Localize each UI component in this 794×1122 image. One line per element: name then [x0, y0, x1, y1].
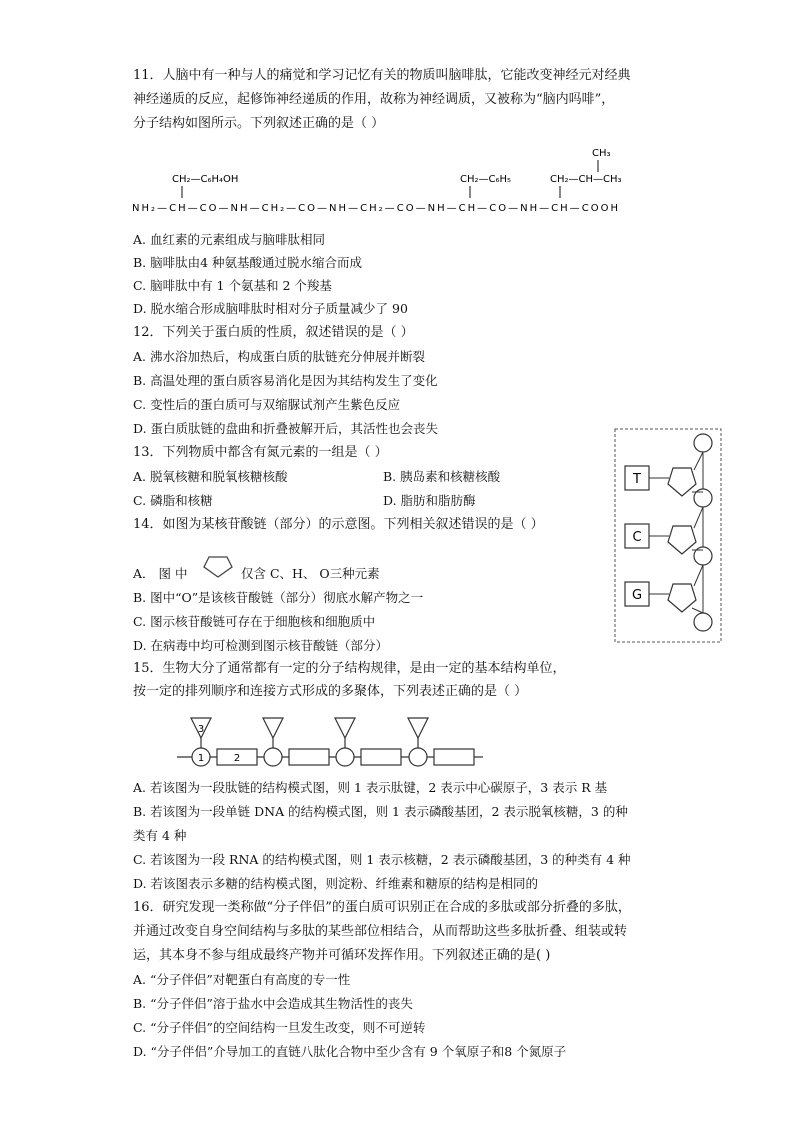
polymer-model-figure	[175, 712, 490, 774]
formula-ch3: CH₃	[592, 148, 611, 159]
q13-stem: 13．下列物质中都含有氮元素的一组是（ ）	[133, 445, 388, 460]
q13-option-b: B. 胰岛素和核糖核酸	[383, 469, 501, 484]
q13-option-d: D. 脂肪和脂肪酶	[383, 493, 476, 508]
pentagon-sugar-icon	[200, 555, 236, 581]
q15-option-a: A. 若该图为一段肽链的结构模式图，则 1 表示肽键，2 表示中心碳原子，3 表示 R 基	[133, 780, 608, 795]
q14-option-a-prefix: A． 图 中	[133, 566, 188, 581]
q16-stem-line3: 运，其本身不参与组成最终产物并可循环发挥作用。下列叙述正确的是( )	[133, 948, 551, 963]
q14-option-b: B. 图中“O”是该核苷酸链（部分）彻底水解产物之一	[133, 590, 424, 605]
q16-stem-line2: 并通过改变自身空间结构与多肽的某些部位相结合，从而帮助这些多肽折叠、组装或转	[133, 924, 628, 939]
label-3: 3	[197, 724, 205, 735]
q14-option-c: C. 图示核苷酸链可存在于细胞核和细胞质中	[133, 614, 376, 629]
q15-stem-line2: 按一定的排列顺序和连接方式形成的多聚体，下列表述正确的是（ ）	[133, 684, 528, 699]
q12-option-a: A. 沸水浴加热后，构成蛋白质的肽链充分伸展并断裂	[133, 349, 425, 364]
formula-r5: CH₂—CH—CH₃	[550, 174, 622, 185]
formula-r4: CH₂—C₆H₅	[460, 174, 512, 185]
q13-option-a: A. 脱氧核糖和脱氧核糖核酸	[133, 469, 288, 484]
q15-option-b-cont: 类有 4 种	[133, 828, 187, 843]
nucleotide-unit	[625, 507, 703, 554]
q15-option-d: D. 若该图表示多糖的结构模式图，则淀粉、纤维素和糖原的结构是相同的	[133, 876, 539, 891]
label-1: 1	[197, 753, 205, 764]
nucleotide-unit	[625, 565, 703, 613]
q11-stem-line3: 分子结构如图所示。下列叙述正确的是（ ）	[133, 116, 385, 131]
q11-stem-line2: 神经递质的反应，起修饰神经递质的作用，故称为神经调质，又被称为“脑内吗啡”，	[133, 92, 615, 107]
q11-stem-line1: 11．人脑中有一种与人的痛觉和学习记忆有关的物质叫脑啡肽，它能改变神经元对经典	[133, 68, 631, 83]
q16-stem-line1: 16．研究发现一类称做“分子伴侣”的蛋白质可识别正在合成的多肽或部分折叠的多肽，	[133, 900, 631, 915]
q11-option-c: C. 脑啡肽中有 1 个氨基和 2 个羧基	[133, 278, 332, 293]
formula-backbone: NH₂—CH—CO—NH—CH₂—CO—NH—CH₂—CO—NH—CH—CO—NH—CH—COOH	[132, 203, 618, 214]
q12-option-b: B. 高温处理的蛋白质容易消化是因为其结构发生了变化	[133, 373, 438, 388]
formula-r1: CH₂—C₆H₄OH	[172, 174, 239, 185]
base-label: G	[631, 588, 643, 603]
base-label: T	[633, 472, 641, 487]
q12-option-c: C. 变性后的蛋白质可与双缩脲试剂产生紫色反应	[133, 397, 401, 412]
q15-option-c: C. 若该图为一段 RNA 的结构模式图，则 1 表示核糖，2 表示磷酸基团，3 的种类有 4 种	[133, 852, 631, 867]
q13-option-c: C. 磷脂和核糖	[133, 493, 213, 508]
q14-stem: 14．如图为某核苷酸链（部分）的示意图。下列相关叙述错误的是（ ）	[133, 517, 544, 532]
q11-structural-formula	[130, 140, 650, 220]
q16-option-b: B. “分子伴侣”溶于盐水中会造成其生物活性的丧失	[133, 996, 413, 1011]
q16-option-c: C. “分子伴侣”的空间结构一旦发生改变，则不可逆转	[133, 1020, 426, 1035]
q11-option-b: B. 脑啡肽由4 种氨基酸通过脱水缩合而成	[133, 255, 363, 270]
q11-option-a: A. 血红素的元素组成与脑啡肽相同	[133, 232, 325, 247]
q11-option-d: D. 脱水缩合形成脑啡肽时相对分子质量减少了 90	[133, 301, 408, 316]
label-2: 2	[233, 753, 241, 764]
base-label: C	[632, 530, 642, 545]
q12-option-d: D. 蛋白质肽链的盘曲和折叠被解开后，其活性也会丧失	[133, 421, 439, 436]
nucleotide-unit	[625, 452, 703, 496]
formula-svg	[130, 140, 650, 220]
q15-option-b: B. 若该图为一段单链 DNA 的结构模式图，则 1 表示磷酸基团，2 表示脱氧核糖，3 的种	[133, 804, 628, 819]
q12-stem: 12．下列关于蛋白质的性质，叙述错误的是（ ）	[133, 325, 414, 340]
q16-option-a: A. “分子伴侣”对靶蛋白有高度的专一性	[133, 972, 351, 987]
q14-option-a-suffix: 仅含 C、H、 O三种元素	[241, 566, 380, 581]
q14-option-d: D. 在病毒中均可检测到图示核苷酸链（部分）	[133, 638, 389, 653]
nucleotide-chain-figure	[612, 426, 726, 646]
q16-option-d: D. “分子伴侣”介导加工的直链八肽化合物中至少含有 9 个氧原子和8 个氮原子	[133, 1044, 567, 1059]
q15-stem-line1: 15．生物大分了通常都有一定的分子结构规律，是由一定的基本结构单位，	[133, 661, 566, 676]
